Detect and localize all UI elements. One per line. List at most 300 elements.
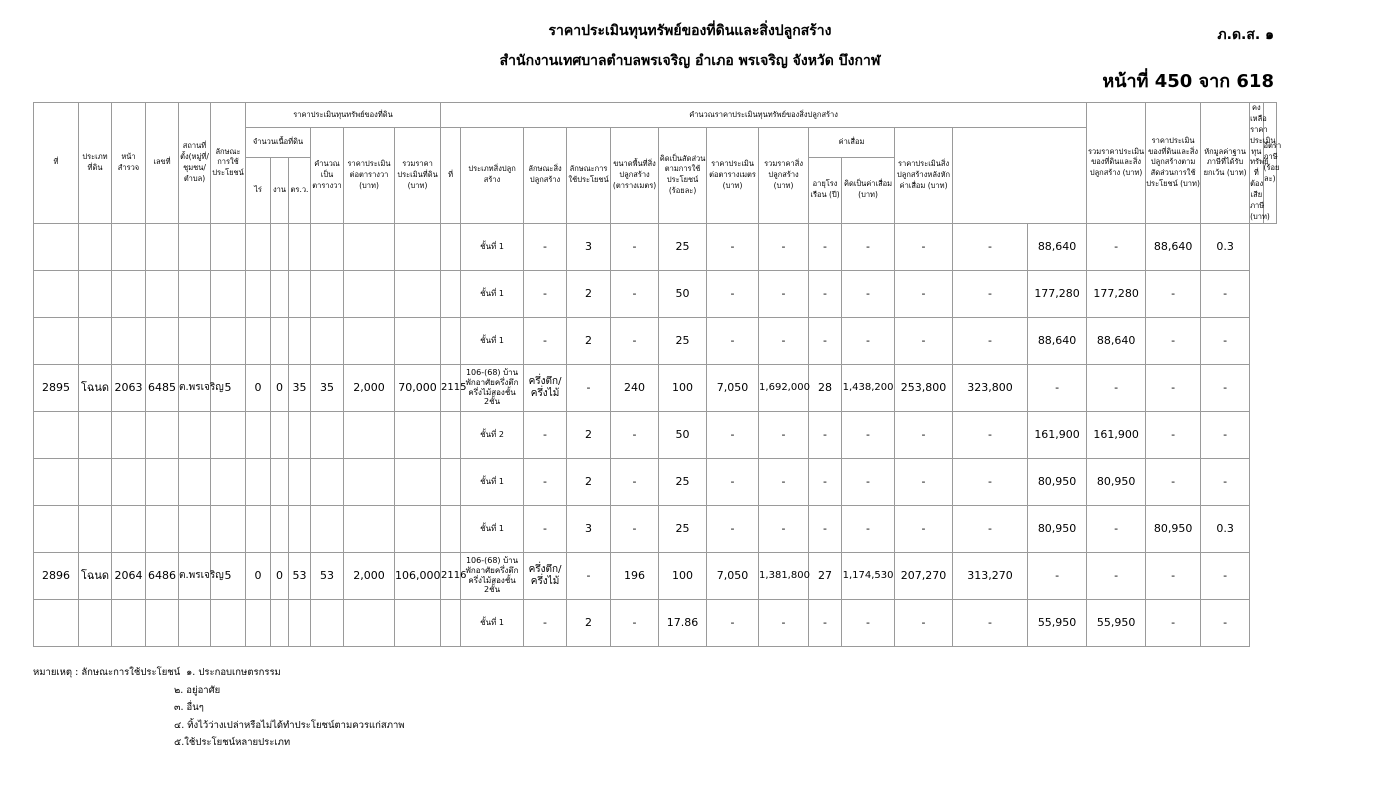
- cell-survey-page: 2064: [112, 552, 146, 599]
- cell-exempt: -: [1087, 223, 1146, 270]
- cell-bld-area: -: [611, 317, 659, 364]
- cell-bld-usage: 2: [567, 599, 611, 646]
- cell-bld-usage: -: [567, 552, 611, 599]
- cell-dep-amount: -: [842, 317, 895, 364]
- cell-after-dep: -: [895, 223, 953, 270]
- col-after-dep: ราคาประเมินสิ่งปลูกสร้างหลังหักค่าเสื่อม (บาท): [895, 128, 953, 224]
- cell-wa: 35: [289, 364, 311, 411]
- cell-age: 28: [809, 364, 842, 411]
- cell-dep-amount: -: [842, 458, 895, 505]
- cell-ngan: [271, 317, 289, 364]
- cell-land-total: [395, 223, 441, 270]
- cell-price-per-wa: 2,000: [344, 552, 395, 599]
- col-remaining: คงเหลือราคาประเมินทุนทรัพย์ที่ต้องเสียภาษี (บาท): [1250, 103, 1263, 224]
- document-title: ราคาประเมินทุนทรัพย์ของที่ดินและสิ่งปลูกสร้าง: [548, 23, 832, 39]
- cell-sqwa: [311, 505, 344, 552]
- cell-after-dep: -: [895, 505, 953, 552]
- cell-by-ratio: 177,280: [1028, 270, 1087, 317]
- cell-by-ratio: -: [1028, 364, 1087, 411]
- col-survey-page: หน้าสำรวจ: [112, 103, 146, 224]
- col-bld-type: ประเภทสิ่งปลูกสร้าง: [461, 128, 524, 224]
- note-item-4: ๔. ทิ้งไว้ว่างเปล่าหรือไม่ได้ทำประโยชน์ตามควรแก่สภาพ: [174, 719, 405, 731]
- cell-bld-no: [441, 458, 461, 505]
- cell-survey-page: [112, 599, 146, 646]
- cell-usage: [211, 411, 246, 458]
- cell-bld-usage: 2: [567, 458, 611, 505]
- cell-sqwa: [311, 317, 344, 364]
- cell-bld-type: ชั้นที่ 1: [461, 458, 524, 505]
- cell-sqwa: [311, 458, 344, 505]
- cell-bld-pct: 25: [659, 458, 707, 505]
- cell-bld-total: -: [759, 223, 809, 270]
- table-row: [34, 599, 1277, 646]
- cell-rai: [246, 411, 271, 458]
- cell-bld-pct: 25: [659, 317, 707, 364]
- cell-bld-total: -: [759, 411, 809, 458]
- cell-dep-amount: -: [842, 599, 895, 646]
- table-row: [34, 411, 1277, 458]
- table-row: [34, 364, 1277, 411]
- cell-bld-pct: 25: [659, 505, 707, 552]
- table-row: [34, 552, 1277, 599]
- cell-land-type: โฉนด: [79, 552, 112, 599]
- cell-deed-no: 6485: [146, 364, 179, 411]
- cell-remaining: -: [1146, 411, 1201, 458]
- cell-bld-area: 196: [611, 552, 659, 599]
- cell-bld-total: -: [759, 599, 809, 646]
- cell-sqwa: [311, 223, 344, 270]
- cell-bld-pct: 50: [659, 411, 707, 458]
- cell-grand-total: -: [953, 317, 1028, 364]
- cell-bld-area: 240: [611, 364, 659, 411]
- cell-exempt: 177,280: [1087, 270, 1146, 317]
- form-code: ภ.ด.ส. ๑: [1217, 27, 1274, 43]
- table-body: [34, 223, 1277, 646]
- table-row: [34, 505, 1277, 552]
- cell-usage: [211, 223, 246, 270]
- cell-bld-pct: 50: [659, 270, 707, 317]
- cell-rai: [246, 599, 271, 646]
- cell-dep-amount: 1,438,200: [842, 364, 895, 411]
- cell-bld-price: 7,050: [707, 364, 759, 411]
- cell-bld-no: [441, 505, 461, 552]
- col-age: อายุโรงเรือน (ปี): [809, 157, 842, 223]
- cell-bld-type: ชั้นที่ 1: [461, 223, 524, 270]
- cell-bld-no: [441, 317, 461, 364]
- cell-wa: [289, 505, 311, 552]
- cell-survey-page: [112, 411, 146, 458]
- cell-tax-rate: -: [1201, 599, 1250, 646]
- cell-age: -: [809, 599, 842, 646]
- cell-age: -: [809, 317, 842, 364]
- cell-land-total: [395, 270, 441, 317]
- cell-bld-usage: 2: [567, 317, 611, 364]
- page-number: หน้าที่ 450 จาก 618: [1102, 71, 1274, 92]
- cell-age: -: [809, 270, 842, 317]
- cell-tax-rate: 0.3: [1201, 223, 1250, 270]
- cell-by-ratio: 55,950: [1028, 599, 1087, 646]
- cell-dep-amount: -: [842, 270, 895, 317]
- col-bld-total: รวมราคาสิ่งปลูกสร้าง (บาท): [759, 128, 809, 224]
- cell-survey-page: [112, 270, 146, 317]
- col-no: ที่: [34, 103, 79, 224]
- cell-no: [34, 317, 79, 364]
- cell-tax-rate: -: [1201, 458, 1250, 505]
- note-item-5: ๕.ใช้ประโยชน์หลายประเภท: [174, 737, 291, 748]
- cell-survey-page: [112, 505, 146, 552]
- col-dep-amount: คิดเป็นค่าเสื่อม (บาท): [842, 157, 895, 223]
- cell-age: 27: [809, 552, 842, 599]
- cell-land-total: [395, 411, 441, 458]
- cell-grand-total: -: [953, 505, 1028, 552]
- cell-bld-usage: 3: [567, 223, 611, 270]
- cell-after-dep: 253,800: [895, 364, 953, 411]
- assessment-table: [33, 102, 1282, 647]
- cell-bld-no: [441, 270, 461, 317]
- cell-after-dep: -: [895, 599, 953, 646]
- cell-dep-amount: -: [842, 223, 895, 270]
- cell-no: [34, 505, 79, 552]
- cell-ngan: [271, 505, 289, 552]
- cell-land-total: 106,000: [395, 552, 441, 599]
- cell-tax-rate: -: [1201, 552, 1250, 599]
- table-row: [34, 270, 1277, 317]
- cell-deed-no: [146, 458, 179, 505]
- cell-land-total: 70,000: [395, 364, 441, 411]
- cell-exempt: 55,950: [1087, 599, 1146, 646]
- cell-land-total: [395, 599, 441, 646]
- cell-grand-total: 313,270: [953, 552, 1028, 599]
- cell-no: [34, 223, 79, 270]
- cell-age: -: [809, 223, 842, 270]
- cell-price-per-wa: [344, 317, 395, 364]
- cell-bld-char: -: [524, 317, 567, 364]
- cell-usage: [211, 505, 246, 552]
- notes-label: หมายเหตุ : ลักษณะการใช้ประโยชน์: [33, 667, 181, 678]
- cell-ngan: [271, 411, 289, 458]
- cell-land-total: [395, 458, 441, 505]
- cell-no: [34, 458, 79, 505]
- cell-by-ratio: -: [1028, 552, 1087, 599]
- group-depreciation: ค่าเสื่อม: [809, 128, 895, 158]
- cell-deed-no: [146, 223, 179, 270]
- cell-wa: [289, 223, 311, 270]
- cell-bld-total: 1,381,800: [759, 552, 809, 599]
- cell-age: -: [809, 458, 842, 505]
- col-land-total: รวมราคาประเมินที่ดิน (บาท): [395, 128, 441, 224]
- cell-bld-area: -: [611, 505, 659, 552]
- cell-tax-rate: 0.3: [1201, 505, 1250, 552]
- cell-bld-no: 2115: [441, 364, 461, 411]
- cell-remaining: -: [1146, 458, 1201, 505]
- col-land-type: ประเภทที่ดิน: [79, 103, 112, 224]
- note-item-1: ๑. ประกอบเกษตรกรรม: [186, 667, 281, 678]
- cell-ngan: [271, 223, 289, 270]
- cell-ngan: [271, 458, 289, 505]
- col-bld-price: ราคาประเมินต่อตารางเมตร (บาท): [707, 128, 759, 224]
- cell-price-per-wa: 2,000: [344, 364, 395, 411]
- cell-by-ratio: 161,900: [1028, 411, 1087, 458]
- cell-bld-usage: 2: [567, 270, 611, 317]
- cell-land-type: [79, 505, 112, 552]
- cell-rai: [246, 270, 271, 317]
- col-by-ratio: ราคาประเมินของที่ดินและสิ่งปลูกสร้างตามสัดส่วนการใช้ประโยชน์ (บาท): [1146, 103, 1201, 224]
- cell-land-type: [79, 458, 112, 505]
- cell-wa: [289, 270, 311, 317]
- col-wa: ตร.ว.: [289, 157, 311, 223]
- cell-bld-usage: -: [567, 364, 611, 411]
- cell-by-ratio: 80,950: [1028, 505, 1087, 552]
- cell-rai: 0: [246, 364, 271, 411]
- cell-rai: [246, 505, 271, 552]
- cell-bld-char: -: [524, 223, 567, 270]
- cell-location: [179, 599, 211, 646]
- cell-bld-type: ชั้นที่ 2: [461, 411, 524, 458]
- cell-rai: [246, 223, 271, 270]
- cell-deed-no: [146, 411, 179, 458]
- cell-survey-page: 2063: [112, 364, 146, 411]
- cell-by-ratio: 88,640: [1028, 317, 1087, 364]
- cell-usage: 5: [211, 552, 246, 599]
- col-bld-pct: คิดเป็นสัดส่วนตามการใช้ประโยชน์ (ร้อยละ): [659, 128, 707, 224]
- col-deed-no: เลขที่: [146, 103, 179, 224]
- cell-location: [179, 317, 211, 364]
- cell-bld-type: 106-(68) บ้านพักอาศัยครึ่งตึกครึ่งไม้สองชั้น 2ชั้น: [461, 552, 524, 599]
- group-building-valuation: คำนวณราคาประเมินทุนทรัพย์ของสิ่งปลูกสร้าง: [441, 103, 1087, 128]
- cell-land-type: [79, 317, 112, 364]
- cell-bld-area: -: [611, 458, 659, 505]
- cell-deed-no: 6486: [146, 552, 179, 599]
- table-row: [34, 458, 1277, 505]
- cell-usage: [211, 458, 246, 505]
- cell-bld-type: 106-(68) บ้านพักอาศัยครึ่งตึกครึ่งไม้สองชั้น 2ชั้น: [461, 364, 524, 411]
- cell-rai: [246, 317, 271, 364]
- notes: [33, 664, 405, 752]
- cell-no: 2896: [34, 552, 79, 599]
- cell-exempt: 161,900: [1087, 411, 1146, 458]
- col-bld-no: ที่: [441, 128, 461, 224]
- cell-exempt: -: [1087, 552, 1146, 599]
- cell-sqwa: [311, 270, 344, 317]
- cell-tax-rate: -: [1201, 317, 1250, 364]
- cell-usage: [211, 599, 246, 646]
- cell-no: [34, 599, 79, 646]
- cell-grand-total: 323,800: [953, 364, 1028, 411]
- cell-deed-no: [146, 505, 179, 552]
- cell-land-total: [395, 505, 441, 552]
- cell-rai: [246, 458, 271, 505]
- cell-survey-page: [112, 458, 146, 505]
- cell-after-dep: 207,270: [895, 552, 953, 599]
- cell-price-per-wa: [344, 599, 395, 646]
- cell-bld-char: -: [524, 599, 567, 646]
- cell-bld-price: -: [707, 411, 759, 458]
- cell-remaining: -: [1146, 317, 1201, 364]
- cell-bld-no: 2116: [441, 552, 461, 599]
- cell-bld-char: -: [524, 270, 567, 317]
- cell-land-total: [395, 317, 441, 364]
- cell-bld-total: -: [759, 458, 809, 505]
- cell-location: [179, 458, 211, 505]
- cell-bld-type: ชั้นที่ 1: [461, 270, 524, 317]
- cell-location: [179, 270, 211, 317]
- cell-deed-no: [146, 599, 179, 646]
- cell-wa: [289, 458, 311, 505]
- table-row: [34, 317, 1277, 364]
- col-sqwa: คำนวณเป็นตารางวา: [311, 128, 344, 224]
- cell-land-type: [79, 411, 112, 458]
- cell-price-per-wa: [344, 458, 395, 505]
- cell-bld-area: -: [611, 270, 659, 317]
- cell-grand-total: -: [953, 270, 1028, 317]
- cell-location: ต.พรเจริญ: [179, 364, 211, 411]
- cell-bld-price: 7,050: [707, 552, 759, 599]
- cell-age: -: [809, 505, 842, 552]
- note-item-2: ๒. อยู่อาศัย: [174, 684, 221, 696]
- cell-ngan: 0: [271, 552, 289, 599]
- cell-usage: 5: [211, 364, 246, 411]
- cell-wa: [289, 599, 311, 646]
- cell-bld-total: -: [759, 505, 809, 552]
- cell-bld-price: -: [707, 599, 759, 646]
- cell-location: [179, 411, 211, 458]
- cell-bld-usage: 2: [567, 411, 611, 458]
- cell-bld-total: -: [759, 270, 809, 317]
- col-exempt: หักมูลค่าฐานภาษีที่ได้รับยกเว้น (บาท): [1201, 103, 1250, 224]
- cell-grand-total: -: [953, 411, 1028, 458]
- cell-remaining: -: [1146, 599, 1201, 646]
- cell-exempt: -: [1087, 505, 1146, 552]
- cell-sqwa: [311, 411, 344, 458]
- office-name: สำนักงานเทศบาลตำบลพรเจริญ อำเภอ พรเจริญ จังหวัด บึงกาฬ: [499, 53, 881, 69]
- cell-usage: [211, 317, 246, 364]
- cell-land-type: โฉนด: [79, 364, 112, 411]
- cell-bld-char: -: [524, 458, 567, 505]
- cell-wa: 53: [289, 552, 311, 599]
- cell-no: 2895: [34, 364, 79, 411]
- cell-bld-price: -: [707, 505, 759, 552]
- cell-ngan: [271, 270, 289, 317]
- cell-bld-pct: 17.86: [659, 599, 707, 646]
- cell-bld-char: ครึ่งตึก/ครึ่งไม้: [524, 364, 567, 411]
- cell-location: ต.พรเจริญ: [179, 552, 211, 599]
- group-land-valuation: ราคาประเมินทุนทรัพย์ของที่ดิน: [246, 103, 441, 128]
- note-item-3: ๓. อื่นๆ: [174, 702, 204, 713]
- col-bld-char: ลักษณะสิ่งปลูกสร้าง: [524, 128, 567, 224]
- table-row: [34, 223, 1277, 270]
- cell-exempt: 80,950: [1087, 458, 1146, 505]
- cell-wa: [289, 317, 311, 364]
- cell-remaining: -: [1146, 270, 1201, 317]
- col-location: สถานที่ตั้ง(หมู่ที่/ชุมชน/ตำบล): [179, 103, 211, 224]
- cell-bld-char: -: [524, 505, 567, 552]
- cell-tax-rate: -: [1201, 411, 1250, 458]
- cell-bld-no: [441, 411, 461, 458]
- cell-after-dep: -: [895, 317, 953, 364]
- cell-by-ratio: 88,640: [1028, 223, 1087, 270]
- cell-dep-amount: -: [842, 411, 895, 458]
- cell-bld-area: -: [611, 411, 659, 458]
- cell-bld-pct: 100: [659, 552, 707, 599]
- cell-sqwa: 35: [311, 364, 344, 411]
- cell-bld-no: [441, 599, 461, 646]
- cell-bld-pct: 25: [659, 223, 707, 270]
- cell-sqwa: [311, 599, 344, 646]
- cell-after-dep: -: [895, 411, 953, 458]
- cell-bld-char: ครึ่งตึก/ครึ่งไม้: [524, 552, 567, 599]
- cell-tax-rate: -: [1201, 270, 1250, 317]
- cell-location: [179, 505, 211, 552]
- cell-remaining: 80,950: [1146, 505, 1201, 552]
- cell-remaining: -: [1146, 364, 1201, 411]
- cell-price-per-wa: [344, 505, 395, 552]
- cell-location: [179, 223, 211, 270]
- cell-remaining: 88,640: [1146, 223, 1201, 270]
- cell-age: -: [809, 411, 842, 458]
- cell-grand-total: -: [953, 223, 1028, 270]
- cell-bld-area: -: [611, 599, 659, 646]
- cell-no: [34, 270, 79, 317]
- cell-deed-no: [146, 270, 179, 317]
- col-ngan: งาน: [271, 157, 289, 223]
- cell-deed-no: [146, 317, 179, 364]
- cell-price-per-wa: [344, 270, 395, 317]
- col-bld-usage: ลักษณะการใช้ประโยชน์: [567, 128, 611, 224]
- cell-land-type: [79, 223, 112, 270]
- cell-ngan: 0: [271, 364, 289, 411]
- cell-bld-no: [441, 223, 461, 270]
- cell-bld-type: ชั้นที่ 1: [461, 505, 524, 552]
- cell-no: [34, 411, 79, 458]
- cell-bld-usage: 3: [567, 505, 611, 552]
- group-land-area: จำนวนเนื้อที่ดิน: [246, 128, 311, 158]
- col-price-per-wa: ราคาประเมินต่อตารางวา (บาท): [344, 128, 395, 224]
- cell-usage: [211, 270, 246, 317]
- cell-bld-area: -: [611, 223, 659, 270]
- cell-dep-amount: 1,174,530: [842, 552, 895, 599]
- col-grand-total: รวมราคาประเมินของที่ดินและสิ่งปลูกสร้าง (บาท): [1087, 103, 1146, 224]
- cell-bld-char: -: [524, 411, 567, 458]
- cell-land-type: [79, 599, 112, 646]
- cell-after-dep: -: [895, 270, 953, 317]
- cell-bld-price: -: [707, 317, 759, 364]
- col-rai: ไร่: [246, 157, 271, 223]
- col-bld-area: ขนาดพื้นที่สิ่งปลูกสร้าง (ตารางเมตร): [611, 128, 659, 224]
- cell-exempt: -: [1087, 364, 1146, 411]
- cell-after-dep: -: [895, 458, 953, 505]
- cell-survey-page: [112, 317, 146, 364]
- col-usage: ลักษณะการใช้ประโยชน์: [211, 103, 246, 224]
- cell-grand-total: -: [953, 599, 1028, 646]
- cell-exempt: 88,640: [1087, 317, 1146, 364]
- cell-remaining: -: [1146, 552, 1201, 599]
- cell-wa: [289, 411, 311, 458]
- cell-bld-price: -: [707, 458, 759, 505]
- cell-grand-total: -: [953, 458, 1028, 505]
- cell-by-ratio: 80,950: [1028, 458, 1087, 505]
- cell-bld-pct: 100: [659, 364, 707, 411]
- cell-sqwa: 53: [311, 552, 344, 599]
- cell-bld-type: ชั้นที่ 1: [461, 317, 524, 364]
- cell-ngan: [271, 599, 289, 646]
- cell-tax-rate: -: [1201, 364, 1250, 411]
- cell-bld-price: -: [707, 223, 759, 270]
- cell-dep-amount: -: [842, 505, 895, 552]
- col-tax-rate: อัตราภาษี (ร้อยละ): [1263, 103, 1276, 224]
- cell-price-per-wa: [344, 223, 395, 270]
- cell-land-type: [79, 270, 112, 317]
- cell-bld-price: -: [707, 270, 759, 317]
